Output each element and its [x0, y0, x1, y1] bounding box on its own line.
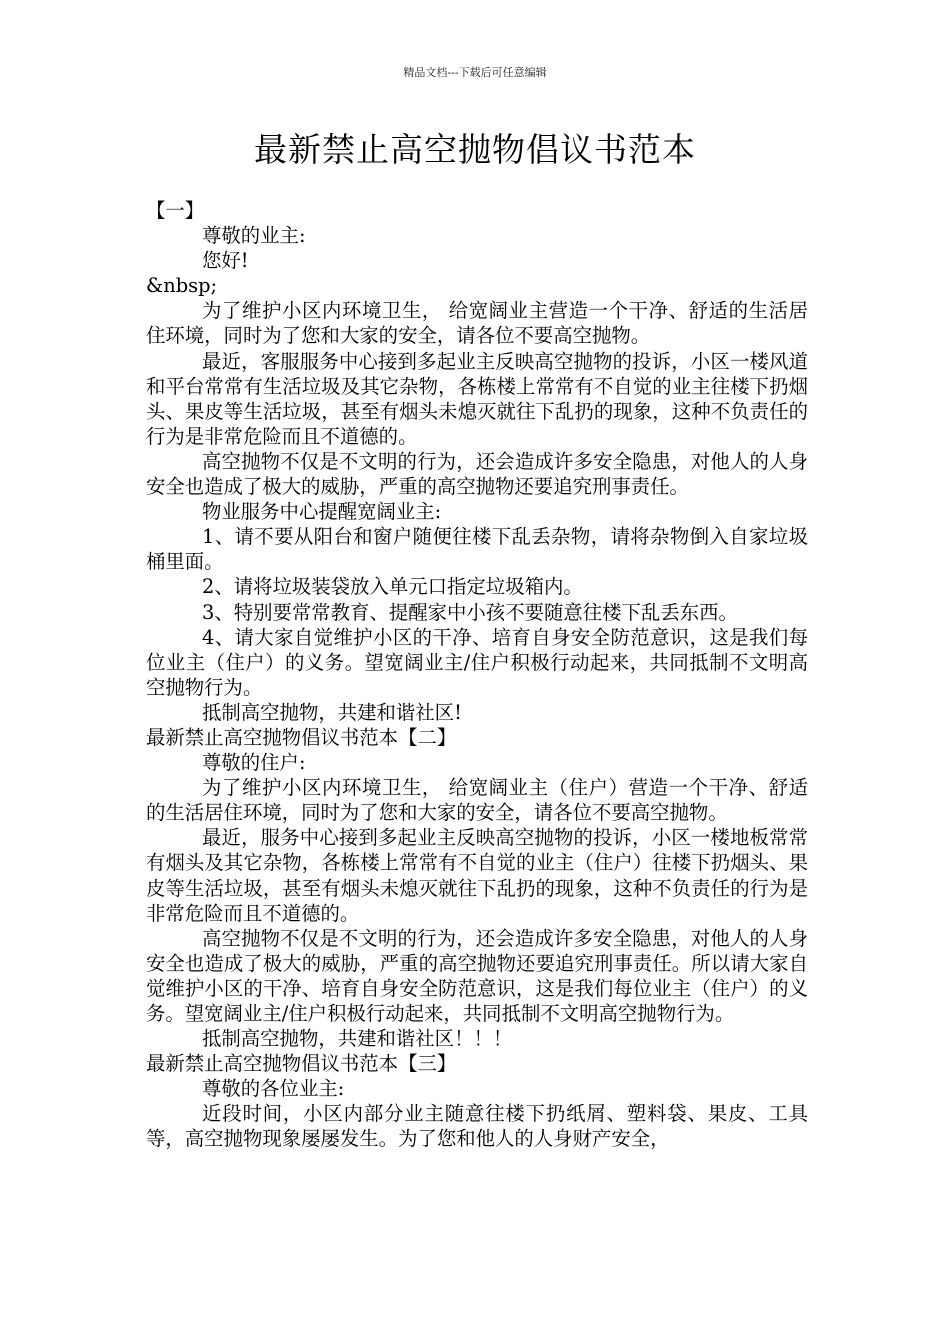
header-note: 精品文档---下载后可任意编辑 [403, 66, 547, 79]
list-item: 4、请大家自觉维护小区的干净、培育自身安全防范意识，这是我们每位业主（住户）的义务。望宽阔业主/住户积极行动起来，共同抵制不文明高空抛物行为。 [146, 625, 808, 699]
paragraph: 最近，客服服务中心接到多起业主反映高空抛物的投诉，小区一楼风道和平台常常有生活垃圾及其它杂物，各栋楼上常常有不自觉的业主往楼下扔烟头、果皮等生活垃圾，甚至有烟头未熄灭就往下乱扔的现象，这种不负责任的行为是非常危险而且不道德的。 [146, 349, 808, 448]
paragraph: 近段时间，小区内部分业主随意往楼下扔纸屑、塑料袋、果皮、工具等，高空抛物现象屡屡发生。为了您和他人的人身财产安全， [146, 1102, 808, 1151]
page-title: 最新禁止高空抛物倡议书范本 [254, 130, 696, 169]
paragraph: 高空抛物不仅是不文明的行为，还会造成许多安全隐患，对他人的人身安全也造成了极大的威胁，严重的高空抛物还要追究刑事责任。所以请大家自觉维护小区的干净、培育自身安全防范意识，这是我们每位业主（住户）的义务。望宽阔业主/住户积极行动起来，共同抵制不文明高空抛物行为。 [146, 926, 808, 1025]
stray-entity-text: &nbsp; [146, 274, 218, 298]
salutation: 尊敬的住户: [202, 751, 306, 775]
document-body [146, 198, 808, 1152]
slogan: 抵制高空抛物，共建和谐社区! [202, 700, 462, 724]
section-heading: 最新禁止高空抛物倡议书范本【三】 [146, 1052, 457, 1076]
list-item: 2、请将垃圾装袋放入单元口指定垃圾箱内。 [202, 575, 583, 599]
greeting: 您好! [202, 249, 249, 273]
slogan: 抵制高空抛物，共建和谐社区！！！ [202, 1027, 513, 1051]
section-heading: 【一】 [146, 199, 205, 222]
list-item: 3、特别要常常教育、提醒家中小孩不要随意往楼下乱丢东西。 [202, 600, 738, 624]
salutation: 尊敬的业主: [202, 224, 306, 248]
paragraph: 为了维护小区内环境卫生， 给宽阔业主（住户）营造一个干净、舒适的生活居住环境，同时为了您和大家的安全，请各位不要高空抛物。 [146, 776, 808, 825]
salutation: 尊敬的各位业主: [202, 1077, 345, 1101]
paragraph: 为了维护小区内环境卫生， 给宽阔业主营造一个干净、舒适的生活居住环境，同时为了您和大家的安全，请各位不要高空抛物。 [146, 299, 808, 348]
list-item: 1、请不要从阳台和窗户随便往楼下乱丢杂物，请将杂物倒入自家垃圾桶里面。 [146, 525, 808, 574]
section-heading: 最新禁止高空抛物倡议书范本【二】 [146, 725, 457, 749]
paragraph: 物业服务中心提醒宽阔业主: [202, 500, 442, 524]
paragraph: 最近，服务中心接到多起业主反映高空抛物的投诉，小区一楼地板常常有烟头及其它杂物，各栋楼上常常有不自觉的业主（住户）往楼下扔烟头、果皮等生活垃圾，甚至有烟头未熄灭就往下乱扔的现象，这种不负责任的行为是非常危险而且不道德的。 [146, 826, 808, 925]
paragraph: 高空抛物不仅是不文明的行为，还会造成许多安全隐患，对他人的人身安全也造成了极大的威胁，严重的高空抛物还要追究刑事责任。 [146, 449, 808, 499]
